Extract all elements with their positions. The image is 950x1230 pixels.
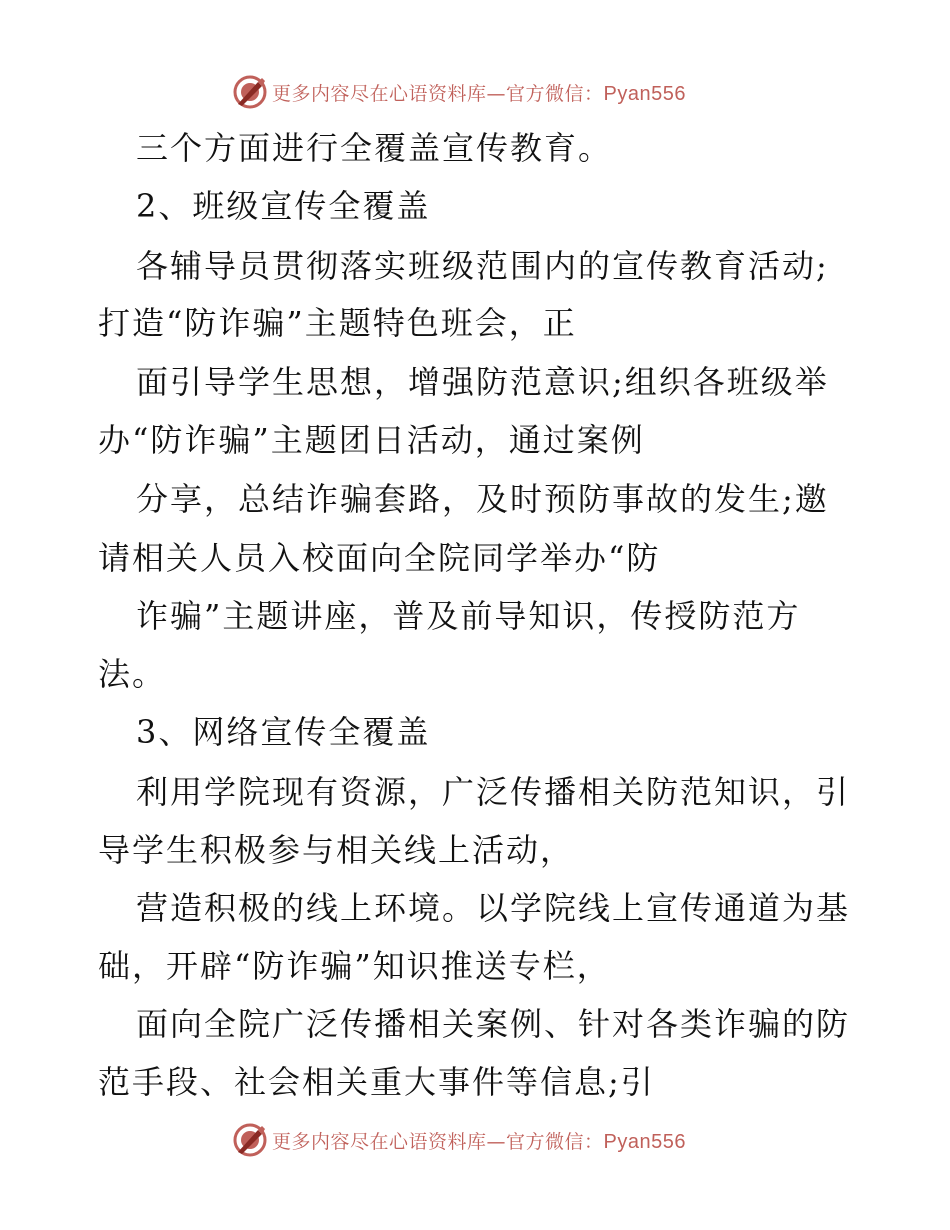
text-line: 分享，总结诈骗套路，及时预防事故的发生;邀 [136, 480, 829, 518]
text-line: 打造“防诈骗”主题特色班会，正 [98, 304, 577, 342]
text-line: 诈骗”主题讲座，普及前导知识，传授防范方 [136, 597, 801, 635]
header-watermark [232, 72, 686, 112]
section-heading: 3、网络宣传全覆盖 [136, 713, 431, 751]
text-line: 利用学院现有资源，广泛传播相关防范知识，引 [136, 773, 851, 811]
text-line: 法。 [98, 655, 167, 693]
text-line: 础，开辟“防诈骗”知识推送专栏， [98, 947, 611, 985]
pen-logo-icon [232, 74, 268, 110]
text-line: 面向全院广泛传播相关案例、针对各类诈骗的防 [136, 1005, 851, 1043]
watermark-text: 更多内容尽在心语资料库—官方微信：Pyan556 [272, 82, 686, 105]
text-line: 三个方面进行全覆盖宣传教育。 [136, 129, 613, 167]
text-line: 范手段、社会相关重大事件等信息;引 [98, 1063, 655, 1101]
text-line: 各辅导员贯彻落实班级范围内的宣传教育活动; [136, 247, 829, 285]
text-line: 请相关人员入校面向全院同学举办“防 [98, 539, 661, 577]
watermark-text: 更多内容尽在心语资料库—官方微信：Pyan556 [272, 1130, 686, 1153]
section-heading: 2、班级宣传全覆盖 [136, 187, 431, 225]
footer-watermark [232, 1120, 686, 1160]
text-line: 面引导学生思想，增强防范意识;组织各班级举 [136, 363, 829, 401]
pen-logo-icon [232, 1122, 268, 1158]
text-line: 办“防诈骗”主题团日活动，通过案例 [98, 421, 645, 459]
text-line: 营造积极的线上环境。以学院线上宣传通道为基 [136, 889, 851, 927]
text-line: 导学生积极参与相关线上活动， [98, 831, 575, 869]
